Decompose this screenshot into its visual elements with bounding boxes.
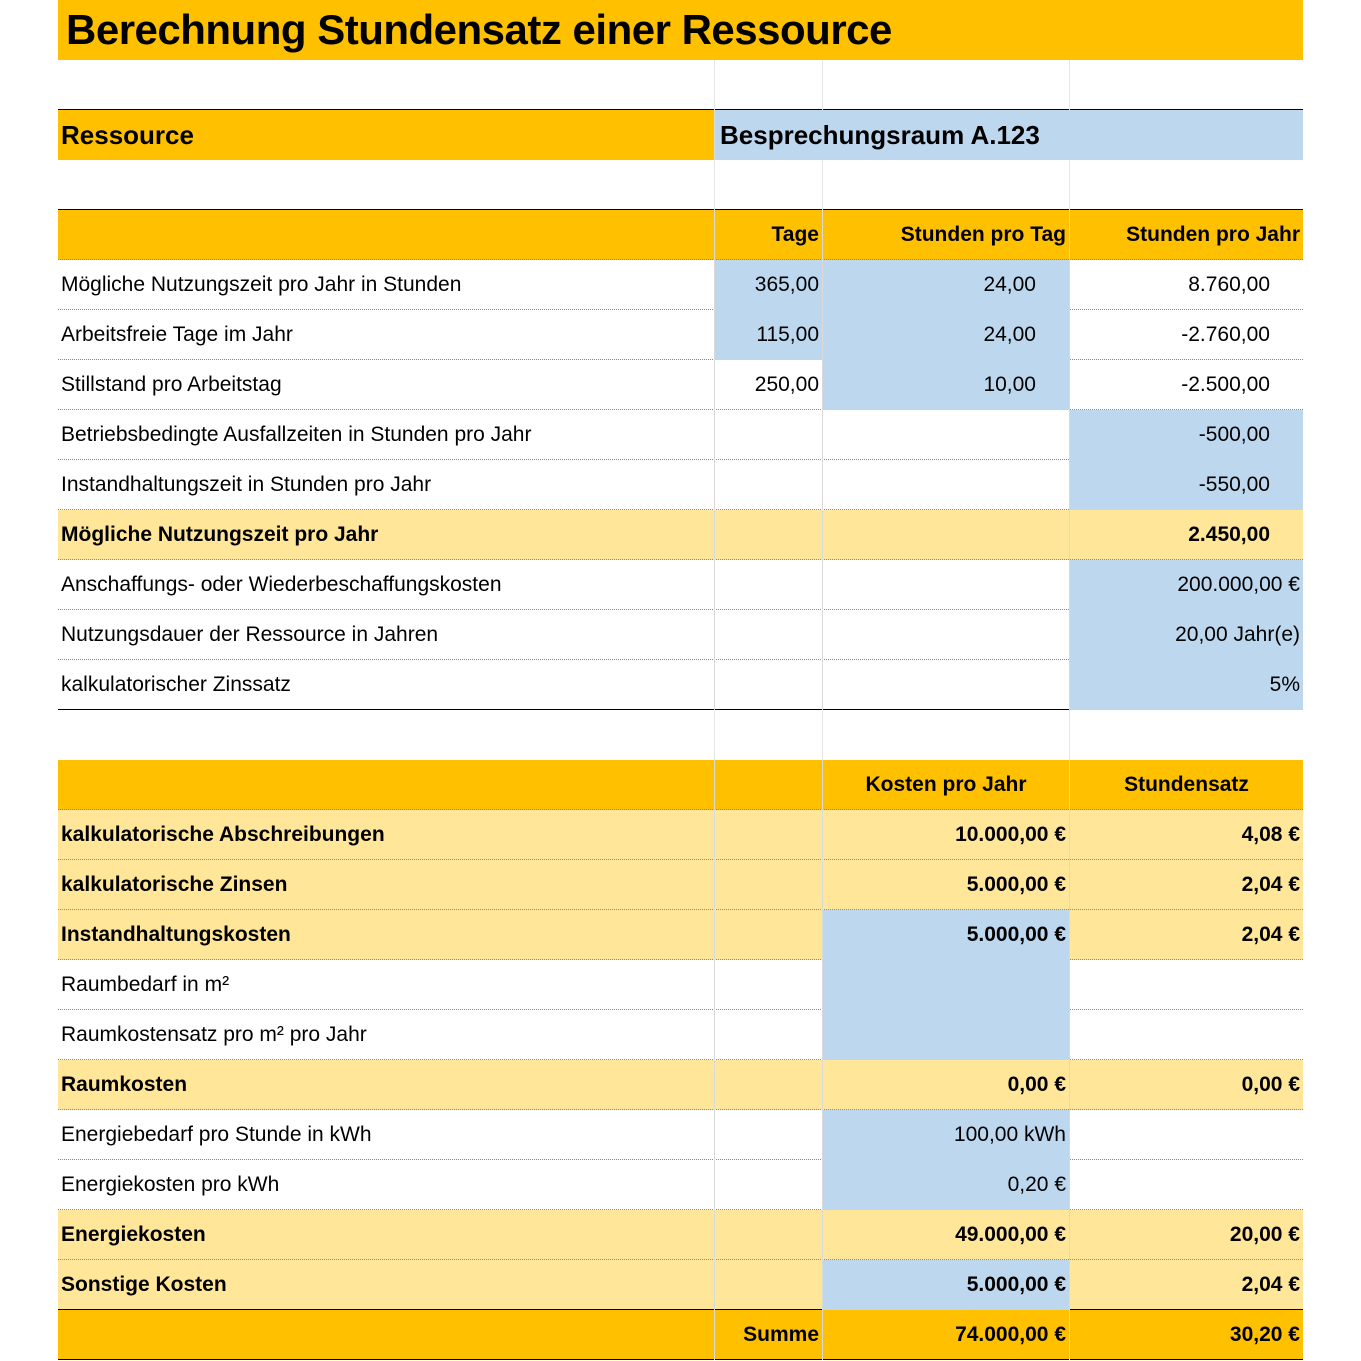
row-label: Anschaffungs- oder Wiederbeschaffungskosten: [61, 573, 502, 596]
cell[interactable]: [714, 1260, 822, 1310]
empty-row: [58, 160, 1303, 210]
cell[interactable]: [822, 610, 1069, 660]
hourly-rate-value: 2,04 €: [1069, 1260, 1303, 1310]
hours-per-year-value: -2.760,00: [1069, 310, 1303, 360]
hourly-rate-value: 20,00 €: [1069, 1210, 1303, 1260]
interest-rate-input[interactable]: 5%: [1069, 660, 1303, 710]
cell[interactable]: [714, 1060, 822, 1110]
table-row: [58, 1260, 1303, 1310]
downtime-input[interactable]: -500,00: [1069, 410, 1303, 460]
cell[interactable]: [822, 460, 1069, 510]
hours-per-year-value: -2.500,00: [1069, 360, 1303, 410]
row-label: kalkulatorische Abschreibungen: [61, 823, 385, 846]
row-label: Mögliche Nutzungszeit pro Jahr: [61, 523, 379, 546]
cell[interactable]: [1069, 710, 1303, 760]
table-row: [58, 660, 1303, 710]
row-label: Raumkosten: [61, 1073, 188, 1096]
row-label: Instandhaltungszeit in Stunden pro Jahr: [61, 473, 432, 496]
header-cell: [714, 760, 822, 810]
cell[interactable]: [714, 1010, 822, 1060]
hourly-rate-value: 4,08 €: [1069, 810, 1303, 860]
cell[interactable]: [714, 1110, 822, 1160]
energy-price-input[interactable]: 0,20 €: [822, 1160, 1069, 1210]
cell[interactable]: [1069, 1010, 1303, 1060]
cell[interactable]: [714, 960, 822, 1010]
sheet-title: Berechnung Stundensatz einer Ressource: [66, 6, 892, 53]
days-input[interactable]: 115,00: [714, 310, 822, 360]
cost-per-year-value: 49.000,00 €: [822, 1210, 1069, 1260]
row-label: Energiekosten: [61, 1223, 206, 1246]
total-hourly-rate: 30,20 €: [1069, 1310, 1303, 1360]
section1-header-row: [58, 210, 1303, 260]
days-value: 250,00: [714, 360, 822, 410]
cell[interactable]: [714, 510, 822, 560]
spreadsheet: [58, 0, 1303, 1360]
table-row: [58, 810, 1303, 860]
cost-per-year-value: 5.000,00 €: [822, 860, 1069, 910]
cell[interactable]: [1069, 60, 1303, 110]
table-row-subtotal: [58, 510, 1303, 560]
cell[interactable]: [714, 1210, 822, 1260]
row-label: kalkulatorischer Zinssatz: [61, 673, 291, 696]
cell[interactable]: [1069, 1160, 1303, 1210]
header-hours-per-day: Stunden pro Tag: [822, 210, 1069, 260]
header-cell: [58, 760, 714, 810]
row-label: Arbeitsfreie Tage im Jahr: [61, 323, 293, 346]
room-area-input[interactable]: [822, 960, 1069, 1010]
hourly-rate-value: 0,00 €: [1069, 1060, 1303, 1110]
cell[interactable]: [1069, 160, 1303, 210]
cell[interactable]: [822, 160, 1069, 210]
total-label: Summe: [714, 1310, 822, 1360]
table-row: [58, 560, 1303, 610]
total-row: [58, 1310, 1303, 1360]
cost-per-year-value: 0,00 €: [822, 1060, 1069, 1110]
cell[interactable]: [58, 710, 714, 760]
cell[interactable]: [1069, 1110, 1303, 1160]
section2-header-row: [58, 760, 1303, 810]
row-label: Sonstige Kosten: [61, 1273, 227, 1296]
table-row: [58, 860, 1303, 910]
cell[interactable]: [714, 710, 822, 760]
resource-row: [58, 110, 1303, 160]
header-cost-per-year: Kosten pro Jahr: [822, 760, 1069, 810]
table-row: [58, 910, 1303, 960]
table-row: [58, 1110, 1303, 1160]
cell[interactable]: [822, 410, 1069, 460]
hours-per-year-value: 8.760,00: [1069, 260, 1303, 310]
table-row: [58, 610, 1303, 660]
cell[interactable]: [714, 660, 822, 710]
empty-row: [58, 60, 1303, 110]
cell[interactable]: [1069, 960, 1303, 1010]
row-label: Raumkostensatz pro m² pro Jahr: [61, 1023, 367, 1046]
cell[interactable]: [714, 410, 822, 460]
hourly-rate-value: 2,04 €: [1069, 860, 1303, 910]
usable-hours-value: 2.450,00: [1069, 510, 1303, 560]
header-hours-per-year: Stunden pro Jahr: [1069, 210, 1303, 260]
cell[interactable]: [822, 710, 1069, 760]
room-cost-rate-input[interactable]: [822, 1010, 1069, 1060]
row-label: Mögliche Nutzungszeit pro Jahr in Stunden: [61, 273, 462, 296]
table-row: [58, 310, 1303, 360]
maintenance-cost-input[interactable]: 5.000,00 €: [822, 910, 1069, 960]
hours-per-day-input[interactable]: 24,00: [822, 260, 1069, 310]
cell[interactable]: [714, 160, 822, 210]
table-row: [58, 1210, 1303, 1260]
cell[interactable]: [714, 60, 822, 110]
cell[interactable]: [714, 460, 822, 510]
table-row: [58, 460, 1303, 510]
hours-per-day-input[interactable]: 24,00: [822, 310, 1069, 360]
cell[interactable]: [822, 510, 1069, 560]
row-label: Instandhaltungskosten: [61, 923, 291, 946]
cell[interactable]: [822, 560, 1069, 610]
row-label: kalkulatorische Zinsen: [61, 873, 288, 896]
cell[interactable]: [714, 810, 822, 860]
empty-row: [58, 710, 1303, 760]
cell[interactable]: [714, 910, 822, 960]
total-cost-per-year: 74.000,00 €: [822, 1310, 1069, 1360]
row-label: Betriebsbedingte Ausfallzeiten in Stunden pro Jahr: [61, 423, 532, 446]
useful-life-input[interactable]: 20,00 Jahr(e): [1069, 610, 1303, 660]
table-row: [58, 1060, 1303, 1110]
hourly-rate-value: 2,04 €: [1069, 910, 1303, 960]
resource-label: Ressource: [58, 110, 714, 160]
table-row: [58, 1160, 1303, 1210]
cell[interactable]: [714, 560, 822, 610]
other-costs-input[interactable]: 5.000,00 €: [822, 1260, 1069, 1310]
hours-per-day-input[interactable]: 10,00: [822, 360, 1069, 410]
table-row: [58, 260, 1303, 310]
maintenance-time-input[interactable]: -550,00: [1069, 460, 1303, 510]
acquisition-cost-input[interactable]: 200.000,00 €: [1069, 560, 1303, 610]
table-row: [58, 410, 1303, 460]
title-row: [58, 0, 1303, 60]
row-label: Stillstand pro Arbeitstag: [61, 373, 282, 396]
table-row: [58, 1010, 1303, 1060]
row-label: Raumbedarf in m²: [61, 973, 230, 996]
table-row: [58, 960, 1303, 1010]
header-hourly-rate: Stundensatz: [1069, 760, 1303, 810]
days-input[interactable]: 365,00: [714, 260, 822, 310]
cell[interactable]: [58, 60, 714, 110]
energy-demand-input[interactable]: 100,00 kWh: [822, 1110, 1069, 1160]
cost-per-year-value: 10.000,00 €: [822, 810, 1069, 860]
cell[interactable]: [822, 60, 1069, 110]
header-cell: [58, 210, 714, 260]
total-empty-cell: [58, 1310, 714, 1360]
row-label: Energiebedarf pro Stunde in kWh: [61, 1123, 372, 1146]
table-row: [58, 360, 1303, 410]
row-label: Energiekosten pro kWh: [61, 1173, 280, 1196]
cell[interactable]: [58, 160, 714, 210]
row-label: Nutzungsdauer der Ressource in Jahren: [61, 623, 439, 646]
cell[interactable]: [714, 860, 822, 910]
cell[interactable]: [714, 610, 822, 660]
cell[interactable]: [714, 1160, 822, 1210]
header-days: Tage: [714, 210, 822, 260]
cell[interactable]: [822, 660, 1069, 710]
resource-name-input[interactable]: Besprechungsraum A.123: [714, 110, 1303, 160]
